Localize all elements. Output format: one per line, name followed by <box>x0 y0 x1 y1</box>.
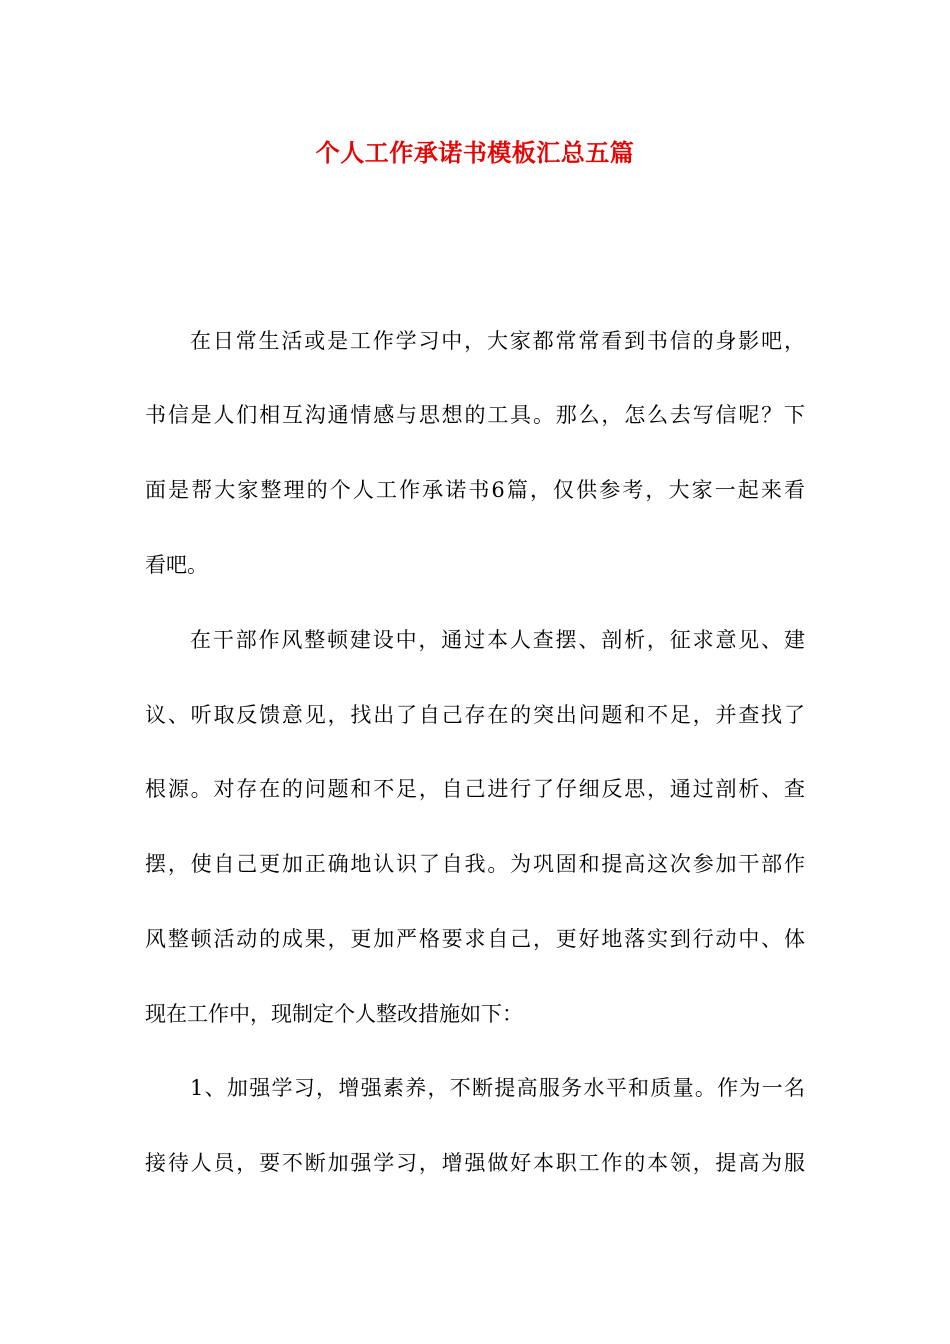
text-line-5: 在干部作风整顿建设中，通过本人查摆、剖析，征求意见、建 <box>190 628 805 652</box>
text-line-8: 摆，使自己更加正确地认识了自我。为巩固和提高这次参加干部作 <box>145 852 805 876</box>
text-line-1: 在日常生活或是工作学习中，大家都常常看到书信的身影吧， <box>190 329 805 353</box>
document-title: 个人工作承诺书模板汇总五篇 <box>315 138 635 167</box>
text-line-3: 面是帮大家整理的个人工作承诺书6篇，仅供参考，大家一起来看 <box>145 478 805 502</box>
text-line-10: 现在工作中，现制定个人整改措施如下： <box>145 1002 523 1026</box>
text-line-4: 看吧。 <box>145 553 208 577</box>
text-line-9: 风整顿活动的成果，更加严格要求自己，更好地落实到行动中、体 <box>145 927 805 951</box>
text-line-11: 1、加强学习，增强素养，不断提高服务水平和质量。作为一名 <box>190 1076 805 1100</box>
text-line-12: 接待人员，要不断加强学习，增强做好本职工作的本领，提高为服 <box>145 1151 805 1175</box>
text-line-7: 根源。对存在的问题和不足，自己进行了仔细反思，通过剖析、查 <box>145 777 805 801</box>
text-line-2: 书信是人们相互沟通情感与思想的工具。那么，怎么去写信呢？下 <box>145 403 805 427</box>
text-line-6: 议、听取反馈意见，找出了自己存在的突出问题和不足，并查找了 <box>145 703 805 727</box>
